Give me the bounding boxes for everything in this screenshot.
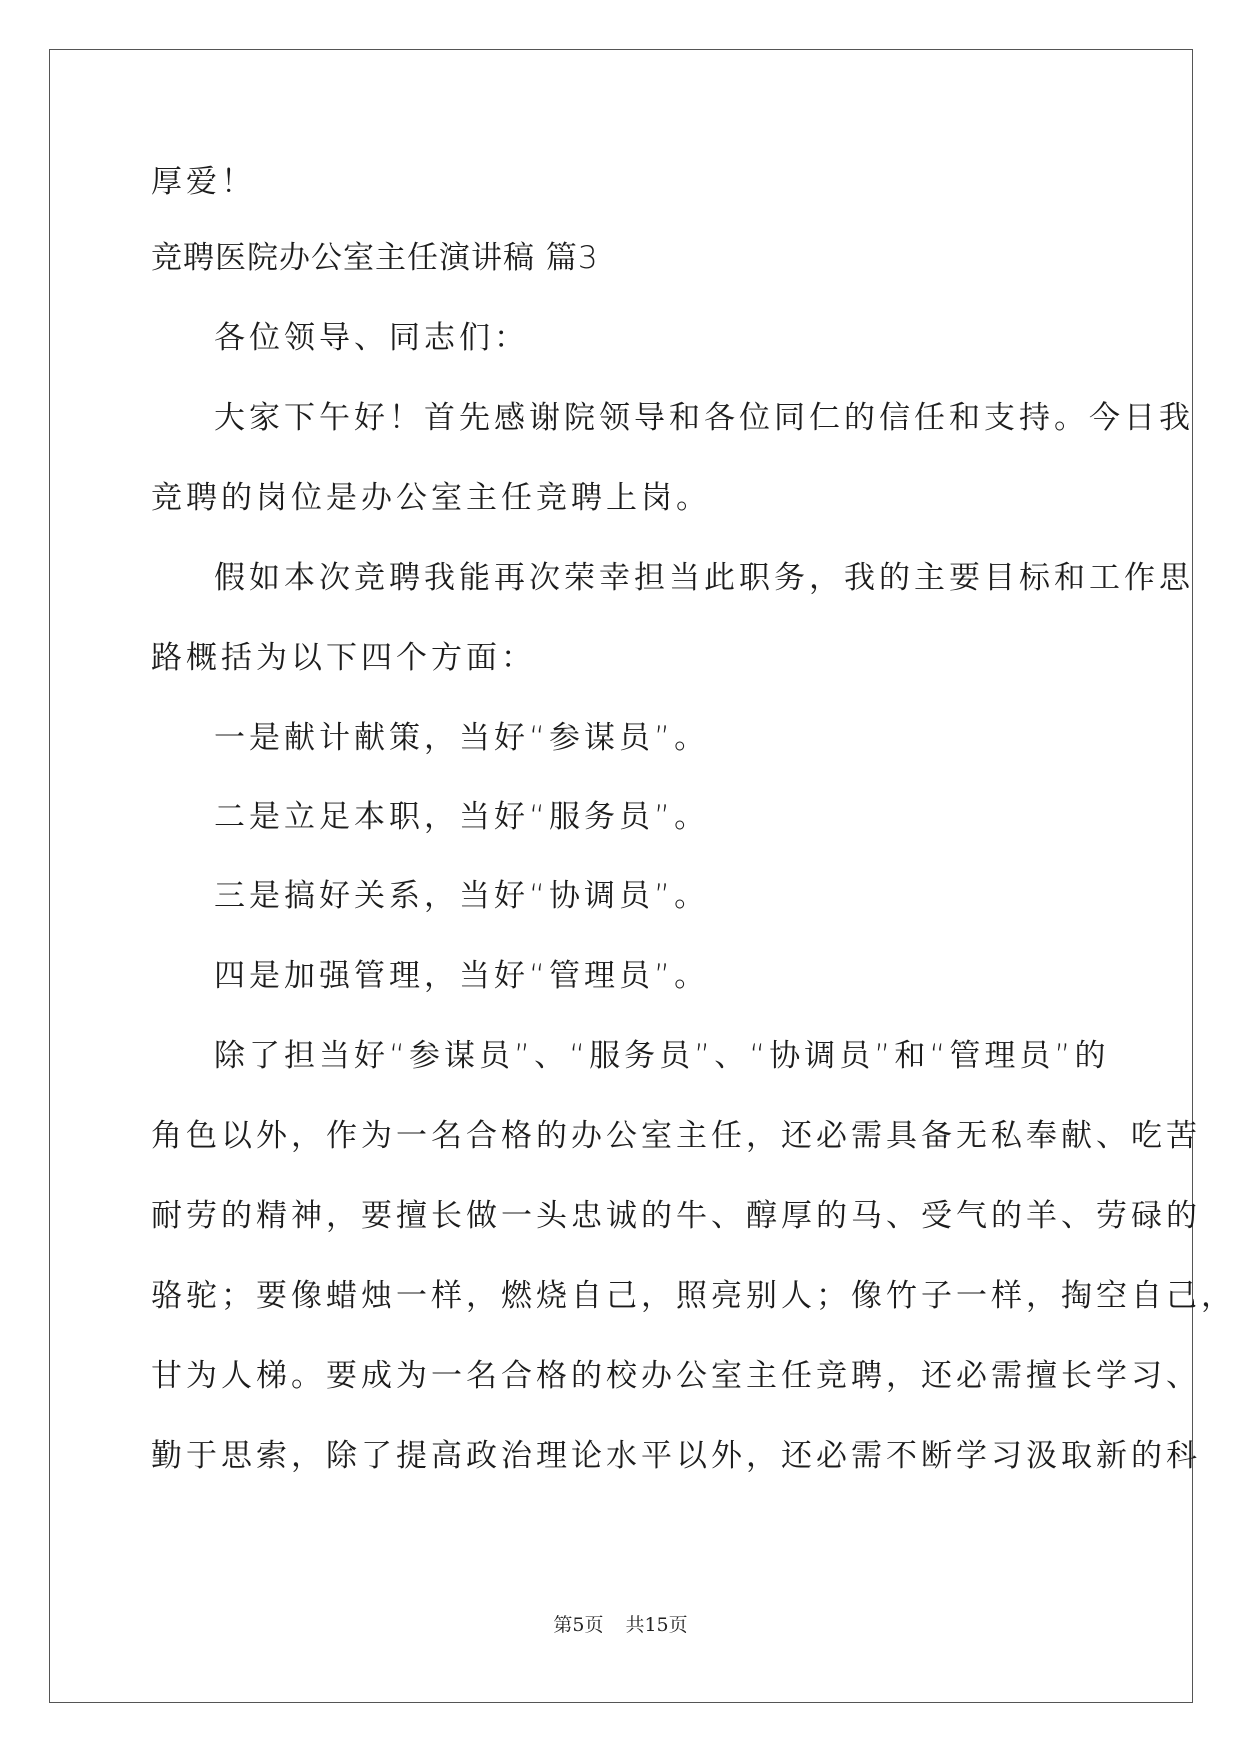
text-line-continuation: 厚爱！ [151, 164, 256, 200]
paragraph-line: 除了担当好“参谋员”、“服务员”、“协调员”和“管理员”的 [214, 1038, 1110, 1074]
paragraph-line: 大家下午好！首先感谢院领导和各位同仁的信任和支持。今日我 [214, 400, 1194, 436]
list-item: 一是献计献策，当好“参谋员”。 [214, 720, 710, 756]
paragraph-line: 假如本次竞聘我能再次荣幸担当此职务，我的主要目标和工作思 [214, 560, 1194, 596]
paragraph-line: 骆驼；要像蜡烛一样，燃烧自己，照亮别人；像竹子一样，掏空自己， [151, 1278, 1236, 1314]
paragraph-line: 耐劳的精神，要擅长做一头忠诚的牛、醇厚的马、受气的羊、劳碌的 [151, 1198, 1201, 1234]
page-footer [0, 1612, 1241, 1638]
paragraph-line: 甘为人梯。要成为一名合格的校办公室主任竞聘，还必需擅长学习、 [151, 1358, 1201, 1394]
paragraph-line: 竞聘的岗位是办公室主任竞聘上岗。 [151, 480, 711, 516]
page-total: 共15页 [625, 1614, 688, 1636]
salutation: 各位领导、同志们： [214, 320, 529, 356]
section-heading: 竞聘医院办公室主任演讲稿 篇3 [151, 240, 599, 276]
list-item: 四是加强管理，当好“管理员”。 [214, 958, 710, 994]
list-item: 三是搞好关系，当好“协调员”。 [214, 878, 710, 914]
paragraph-line: 角色以外，作为一名合格的办公室主任，还必需具备无私奉献、吃苦 [151, 1118, 1201, 1154]
paragraph-line: 路概括为以下四个方面： [151, 640, 536, 676]
list-item: 二是立足本职，当好“服务员”。 [214, 799, 710, 835]
paragraph-line: 勤于思索，除了提高政治理论水平以外，还必需不断学习汲取新的科 [151, 1438, 1201, 1474]
page-number: 第5页 [553, 1614, 604, 1636]
